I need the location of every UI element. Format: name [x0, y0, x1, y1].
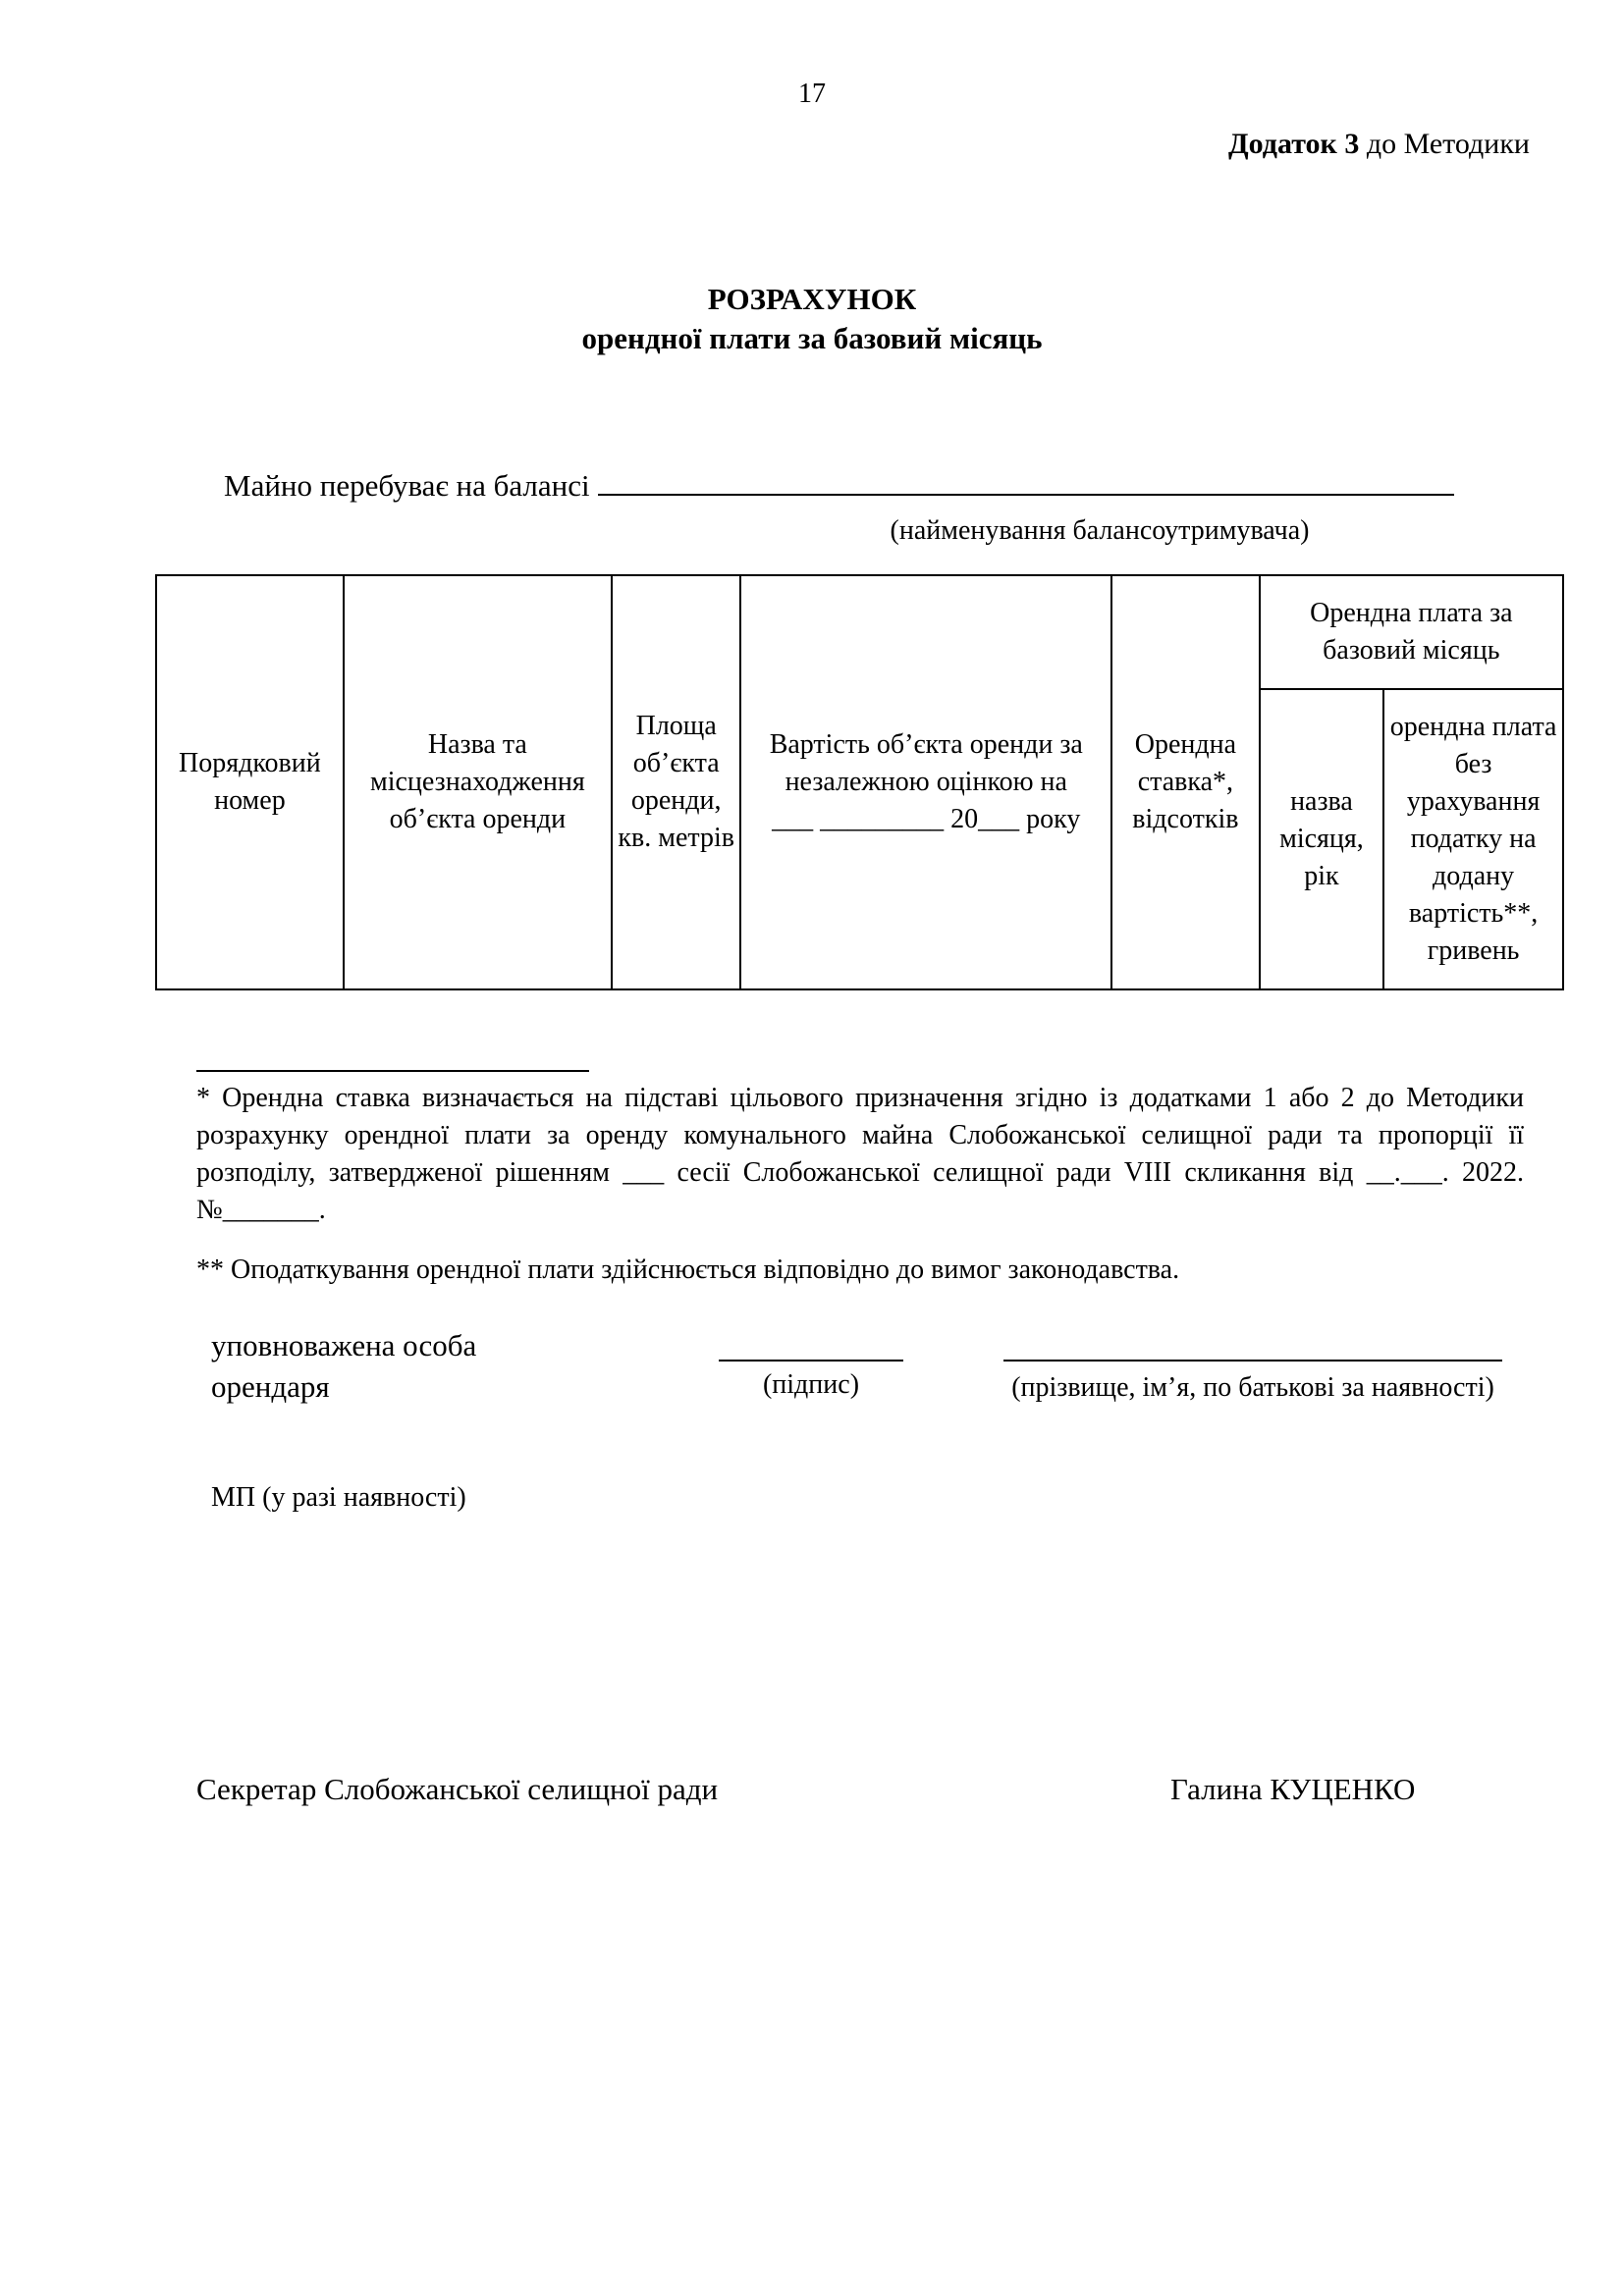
signature-line: [719, 1360, 903, 1362]
secretary-title: Секретар Слобожанської селищної ради: [196, 1772, 719, 1806]
stamp-label: МП (у разі наявності): [211, 1482, 466, 1513]
header-month-year: назва місяця, рік: [1260, 689, 1384, 989]
document-title-sub: орендної плати за базовий місяць: [581, 321, 1043, 355]
page-number: 17: [798, 79, 826, 109]
header-rent-rate: Орендна ставка*, відсотків: [1111, 575, 1260, 989]
footnote-rent-rate: * Орендна ставка визначається на підставі цільового призначення згідно із додатками 1 або 2 до Методики розрахунку орендної плати за оренду комунального майна Слобожанської селищної ради та пропорції її розподілу, затвердженої рішенням ___ сесії Слобожанської селищної ради VIII скликання від __.___. 2022. №_______.: [196, 1083, 1524, 1225]
authorized-person-label: уповноважена особа орендаря: [211, 1328, 477, 1404]
header-object-value: [740, 575, 1111, 989]
header-order-number: Порядковий номер: [156, 575, 344, 989]
header-area: Площа об’єкта оренди, кв. метрів: [612, 575, 741, 989]
header-base-month-rent: Орендна плата за базовий місяць: [1260, 575, 1563, 689]
header-object-value-text: Вартість об’єкта оренди за незалежною оцінкою на: [769, 729, 1083, 797]
header-object-value-date: ___ _________ 20___ року: [772, 804, 1081, 834]
appendix-label: [1228, 128, 1530, 161]
balance-holder-label: Майно перебуває на балансі: [224, 468, 590, 503]
balance-holder-line: [224, 466, 1454, 504]
appendix-label-rest: до Методики: [1359, 128, 1530, 160]
appendix-label-bold: Додаток 3: [1228, 128, 1360, 160]
signature-caption: (підпис): [762, 1369, 860, 1400]
document-title: [0, 280, 1624, 358]
full-name-line: [1003, 1360, 1502, 1362]
balance-holder-caption: (найменування балансоутримувача): [890, 515, 1310, 546]
secretary-name: Галина КУЦЕНКО: [1170, 1772, 1416, 1806]
header-rent-without-vat: орендна плата без урахування податку на додану вартість**, гривень: [1383, 689, 1563, 989]
document-title-main: РОЗРАХУНОК: [707, 282, 917, 316]
footnote-divider: [196, 1070, 589, 1072]
rent-calculation-table: [155, 574, 1564, 990]
balance-holder-blank: [598, 466, 1454, 496]
header-object-name: Назва та місцезнаходження об’єкта оренди: [344, 575, 612, 989]
footnote-taxation: ** Оподаткування орендної плати здійснюється відповідно до вимог законодавства.: [196, 1255, 1180, 1285]
full-name-caption: (прізвище, ім’я, по батькові за наявності): [1011, 1372, 1494, 1403]
